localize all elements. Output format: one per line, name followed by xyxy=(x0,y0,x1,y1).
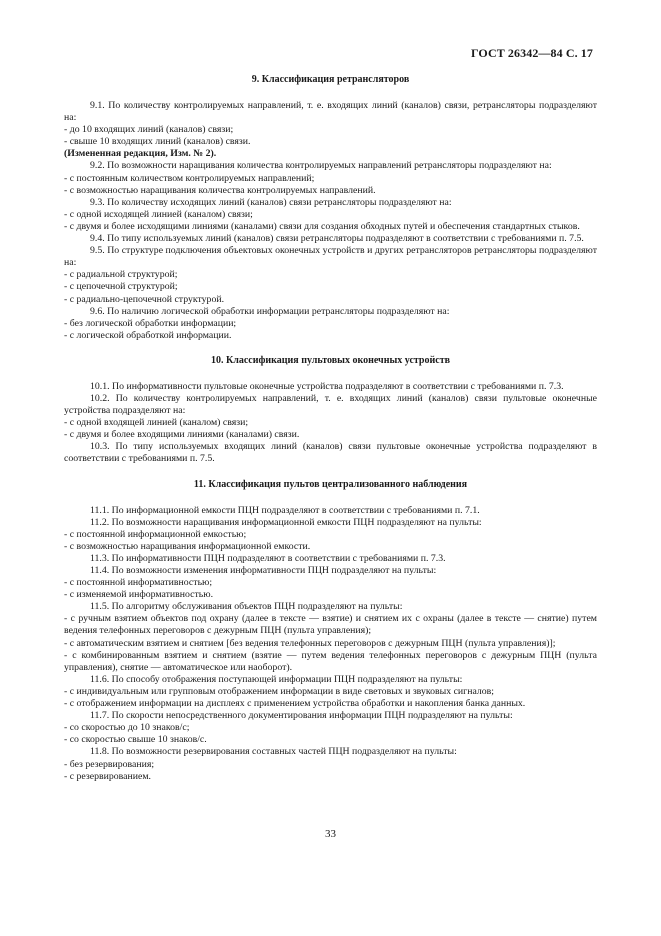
list-item: - с радиально-цепочечной структурой. xyxy=(64,293,225,305)
clause-paragraph: 11.4. По возможности изменения информативности ПЦН подразделяют на пульты: xyxy=(90,565,437,576)
list-item: - с одной исходящей линией (каналом) связи; xyxy=(64,208,253,220)
list-item: - с цепочечной структурой; xyxy=(64,281,178,293)
clause-paragraph: 11.8. По возможности резервирования составных частей ПЦН подразделяют на пульты: xyxy=(90,746,457,758)
clause-paragraph: 10.1. По информативности пультовые оконечные устройства подразделяют в соответствии с требованиями п. 7.3. xyxy=(90,380,564,392)
list-item: - с возможностью наращивания количества контролируемых направлений. xyxy=(64,184,376,196)
section xyxy=(64,74,597,342)
list-item: - с ручным взятием объектов под охрану (далее в тексте — взятие) и снятием их с охраны (далее в тексте — снятие) путем ведения телефонных переговоров с дежурным ПЦН (пульта управления); xyxy=(64,613,597,637)
list-item: - с индивидуальным или групповым отображением информации в виде световых и звуковых сигналов; xyxy=(64,685,495,697)
clause-paragraph: 9.2. По возможности наращивания количества контролируемых направлений ретрансляторы подразделяют на: xyxy=(90,160,552,172)
list-item: - без логической обработки информации; xyxy=(64,317,237,329)
list-item: - с двумя и более исходящими линиями (каналами) связи для создания обходных путей и обеспечения стандартных стыков. xyxy=(64,220,580,232)
section xyxy=(64,479,597,783)
clause-paragraph: 11.7. По скорости непосредственного документирования информации ПЦН подразделяют на пульты: xyxy=(90,710,513,722)
clause-paragraph: 11.3. По информативности ПЦН подразделяют в соответствии с требованиями п. 7.3. xyxy=(90,552,446,564)
list-item: - с отображением информации на дисплеях с применением устройства обработки и накопления банка данных. xyxy=(64,698,526,710)
clause-paragraph: 11.1. По информационной емкости ПЦН подразделяют в соответствии с требованиями п. 7.1. xyxy=(90,504,480,516)
amendment-note: (Измененная редакция, Изм. № 2). xyxy=(64,148,217,160)
list-item: - с одной входящей линией (каналом) связи; xyxy=(64,417,249,429)
list-item: - с постоянной информативностью; xyxy=(64,577,213,589)
list-item: - с комбинированным взятием и снятием (взятие — путем ведения телефонных переговоров с дежурным ПЦН (пульта управления), снятие — автоматическое или наоборот). xyxy=(64,649,597,673)
list-item: - с возможностью наращивания информационной емкости. xyxy=(64,540,311,552)
document-body xyxy=(64,74,597,796)
list-item: - с постоянным количеством контролируемых направлений; xyxy=(64,172,315,184)
clause-paragraph: 9.5. По структуре подключения объектовых оконечных устройств и других ретрансляторов ретрансляторы подразделяют на: xyxy=(64,245,597,269)
clause-paragraph: 11.6. По способу отображения поступающей информации ПЦН подразделяют на пульты: xyxy=(90,673,463,685)
list-item: - с изменяемой информативностью. xyxy=(64,589,214,601)
clause-paragraph: 11.5. По алгоритму обслуживания объектов ПЦН подразделяют на пульты: xyxy=(90,601,403,613)
list-item: - с двумя и более входящими линиями (каналами) связи. xyxy=(64,429,300,441)
section-title: 11. Классификация пультов централизованного наблюдения xyxy=(193,478,468,490)
list-item: - свыше 10 входящих линий (каналов) связи. xyxy=(64,136,251,148)
list-item: - до 10 входящих линий (каналов) связи; xyxy=(64,124,234,136)
page-header: ГОСТ 26342—84 С. 17 xyxy=(470,46,593,60)
list-item: - с автоматическим взятием и снятием [без ведения телефонных переговоров с дежурным ПЦН (пульта управления)]; xyxy=(64,637,556,649)
clause-paragraph: 10.2. По количеству контролируемых направлений, т. е. входящих линий (каналов) связи пультовые оконечные устройства подразделяют на: xyxy=(64,392,597,417)
clause-paragraph: 9.1. По количеству контролируемых направлений, т. е. входящих линий (каналов) связи, ретрансляторы подразделяют на: xyxy=(64,100,597,124)
list-item: - с резервированием. xyxy=(64,770,151,782)
clause-paragraph: 9.4. По типу используемых линий (каналов) связи ретрансляторы подразделяют в соответствии с требованиями п. 7.5. xyxy=(90,233,584,245)
section-title: 10. Классификация пультовых оконечных устройств xyxy=(210,354,451,366)
list-item: - с логической обработкой информации. xyxy=(64,329,232,341)
list-item: - со скоростью свыше 10 знаков/с. xyxy=(64,734,207,746)
clause-paragraph: 9.6. По наличию логической обработки информации ретрансляторы подразделяют на: xyxy=(90,305,450,317)
list-item: - с постоянной информационной емкостью; xyxy=(64,528,247,540)
list-item: - с радиальной структурой; xyxy=(64,269,178,281)
list-item: - со скоростью до 10 знаков/с; xyxy=(64,722,190,734)
section-title: 9. Классификация ретрансляторов xyxy=(251,74,410,85)
clause-paragraph: 10.3. По типу используемых входящих линий (каналов) связи пультовые оконечные устройства подразделяют в соответствии с требованиями п. 7.5. xyxy=(64,441,597,465)
page-number: 33 xyxy=(325,828,336,840)
section xyxy=(64,355,597,466)
clause-paragraph: 9.3. По количеству исходящих линий (каналов) связи ретрансляторы подразделяют на: xyxy=(90,196,452,208)
clause-paragraph: 11.2. По возможности наращивания информационной емкости ПЦН подразделяют на пульты: xyxy=(90,516,482,528)
list-item: - без резервирования; xyxy=(64,758,155,770)
